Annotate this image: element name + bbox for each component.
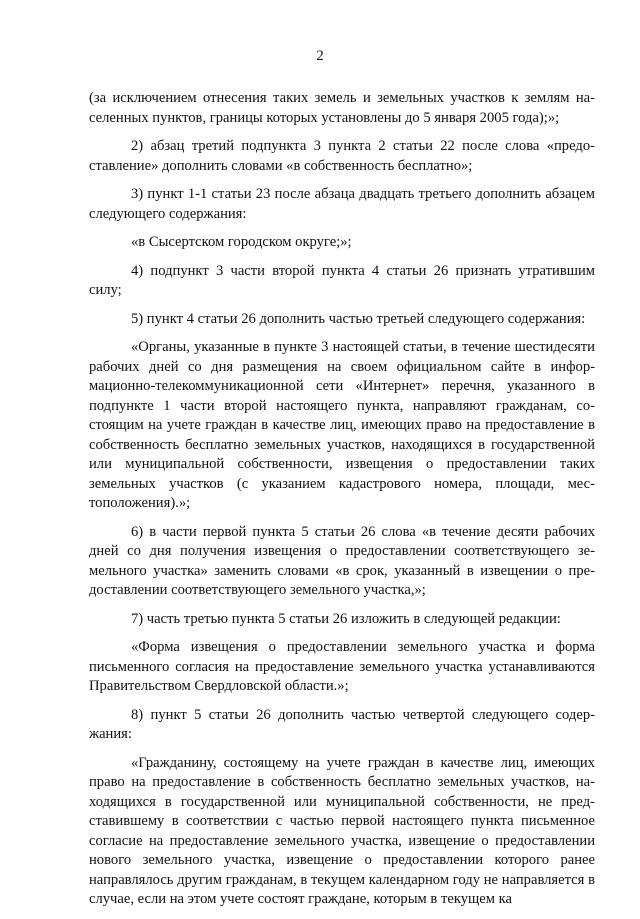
- paragraph-continuation: (за исключением отнесения таких земель и земельных участков к землям населенных пунктов, границы которых установлены до 5 января 2005 года);»;: [89, 90, 595, 126]
- paragraph-quote-citizen: «Гражданину, состоящему на учете граждан в качестве лиц, имеющих право на предоставление в собственность бесплатно земельных участков, находящихся в государственной или муниципальной собственности, не представившему в соответствии с частью первой настоящего пункта письменное согласие на предоставление земельного участка, извещение о предоставлении нового земельного участка, извещение о предоставлении которого ранее направлялось другим гражданам, в текущем календарном году не направляется в случае, если на этом учете состоят граждане, которым в текущем ка: [89, 754, 595, 907]
- document-body: [89, 89, 595, 919]
- paragraph-item-6: 6) в части первой пункта 5 статьи 26 слова «в течение десяти рабочих дней со дня получения извещения о предоставлении соответствующего земельного участка» заменить словами «в срок, указанный в извещении о предоставлении соответствующего земельного участка,»;: [89, 523, 595, 598]
- paragraph-quote-sysert: «в Сысертском городском округе;»;: [131, 234, 352, 250]
- paragraph-item-2: 2) абзац третий подпункта 3 пункта 2 статьи 22 после слова «предоставление» дополнить словами «в собственность бесплатно»;: [89, 138, 595, 174]
- paragraph-quote-organs: «Органы, указанные в пункте 3 настоящей статьи, в течение шестидесяти рабочих дней со дня размещения на своем официальном сайте в информационно-телекоммуникационной сети «Интернет» перечня, указанного в подпункте 1 части второй настоящего пункта, направляют гражданам, состоящим на учете граждан в качестве лиц, имеющих право на предоставление в собственность бесплатно земельных участков, находящихся в государственной или муниципальной собственности, извещения о предоставлении таких земельных участков (с указанием кадастрового номера, площади, местоположения).»;: [89, 339, 595, 511]
- paragraph-quote-form: «Форма извещения о предоставлении земельного участка и форма письменного согласия на предоставление земельного участка устанавливаются Правительством Свердловской области.»;: [89, 639, 595, 694]
- paragraph-item-7: 7) часть третью пункта 5 статьи 26 изложить в следующей редакции:: [131, 610, 561, 627]
- paragraph-item-8: 8) пункт 5 статьи 26 дополнить частью четвертой следующего содержания:: [89, 706, 595, 742]
- paragraph-item-3: 3) пункт 1-1 статьи 23 после абзаца двадцать третьего дополнить абзацем следующего содержания:: [89, 186, 595, 222]
- paragraph-item-5: 5) пункт 4 статьи 26 дополнить частью третьей следующего содержания:: [131, 310, 586, 327]
- page-number: 2: [316, 48, 324, 64]
- paragraph-item-4: 4) подпункт 3 части второй пункта 4 статьи 26 признать утратившим силу;: [89, 262, 595, 298]
